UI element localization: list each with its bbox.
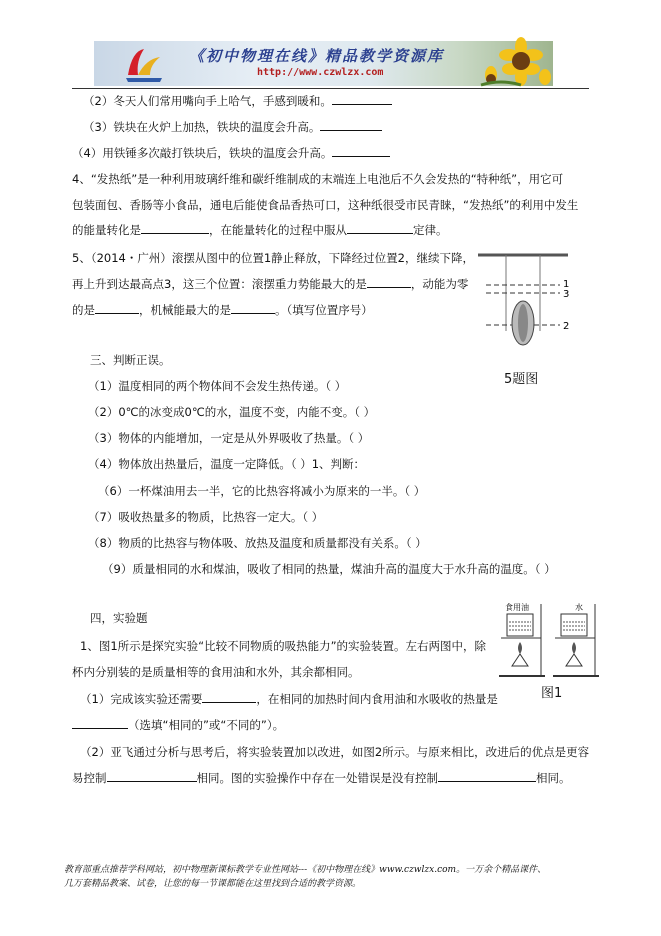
section-4-heading: 四，实验题 [90,611,148,625]
judge-item-1: （1）温度相同的两个物体间不会发生热传递。（ ） [88,379,347,393]
problem-4-line-3: 的能量转化是 ，在能量转化的过程中服从 定律。 [72,223,448,237]
problem-5-line-1: 5、（2014・广州）滚摆从图中的位置1静止释放，下降经过位置2，继续下降， [72,251,474,265]
fig1-label-water: 水 [575,603,583,612]
experiment-1-line-4: （选填“相同的”或“不同的”）。 [72,717,284,733]
question-2-line: （2）冬天人们常用嘴向手上哈气，手感到暖和。 [83,93,392,109]
banner-title: 《初中物理在线》精品教学资源库 [189,47,445,65]
problem-4-line-1: 4、“发热纸”是一种利用玻璃纤维和碳纤维制成的末端连上电池后不久会发热的“特种纸”，用它可 [72,172,564,186]
section-3-heading: 三、判断正误。 [90,353,171,367]
judge-item-9: （9）质量相同的水和煤油，吸收了相同的热量，煤油升高的温度大于水升高的温度。（ ） [102,562,556,576]
judge-item-4: （4）物体放出热量后，温度一定降低。（ ）1、判断： [88,457,366,471]
experiment-1-line-3: （1）完成该实验还需要 ，在相同的加热时间内食用油和水吸收的热量是 [80,692,498,706]
problem-5-line-3: 的是 ，机械能最大的是 。（填写位置序号） [72,303,373,317]
figure-1-apparatus [499,602,601,680]
experiment-1-line-1: 1、图1所示是探究实验“比较不同物质的吸热能力”的实验装置。左右两图中，除 [80,639,487,653]
judge-item-8: （8）物质的比热容与物体吸、放热及温度和质量都没有关系。（ ） [88,536,427,550]
header-rule [72,88,589,89]
experiment-2-line-2: 易控制 相同。图的实验操作中存在一处错误是没有控制 相同。 [72,771,571,785]
judge-item-2: （2）0℃的冰变成0℃的水，温度不变，内能不变。（ ） [88,405,376,419]
problem-5-line-2: 再上升到达最高点3，这三个位置：滚摆重力势能最大的是 ，动能为零 [72,277,469,291]
fig5-label-2: 2 [563,321,570,332]
site-logo-icon [124,45,164,83]
fig5-label-3: 3 [563,289,570,300]
fig5-label-1: 1 [563,279,570,290]
experiment-2-line-1: （2）亚飞通过分析与思考后，将实验装置加以改进，如图2所示。与原来相比，改进后的优点是更容 [80,745,590,759]
page-footer [64,863,604,891]
figure-5-rolling-pendulum [478,253,568,348]
judge-item-7: （7）吸收热量多的物质，比热容一定大。（ ） [88,510,324,524]
banner-url[interactable]: http://www.czwlzx.com [257,67,384,78]
question-3-line: （3）铁块在火炉上加热，铁块的温度会升高。 [83,119,382,135]
judge-item-6: （6）一杯煤油用去一半，它的比热容将减小为原来的一半。（ ） [98,484,426,498]
figure-5-caption: 5题图 [504,372,539,387]
figure-1-caption: 图1 [541,686,563,701]
header-banner [94,41,553,86]
sunflower-image [481,41,551,86]
footer-line-2: 几万套精品教案、试卷，让您的每一节课都能在这里找到合适的教学资源。 [64,879,362,889]
experiment-1-line-2: 杯内分别装的是质量相等的食用油和水外，其余都相同。 [72,665,360,679]
problem-4-line-2: 包装面包、香肠等小食品，通电后能使食品香热可口，这种纸很受市民青睐，“发热纸”的利用中发生 [72,198,579,212]
footer-line-1: 教育部重点推荐学科网站，初中物理新课标教学专业性网站---《初中物理在线》www.czwlzx.com。一万余个精品课件、 [64,865,547,875]
judge-item-3: （3）物体的内能增加，一定是从外界吸收了热量。（ ） [88,431,370,445]
question-4-line: （4）用铁锤多次敲打铁块后，铁块的温度会升高。 [72,145,390,161]
fig1-label-oil: 食用油 [505,603,529,612]
